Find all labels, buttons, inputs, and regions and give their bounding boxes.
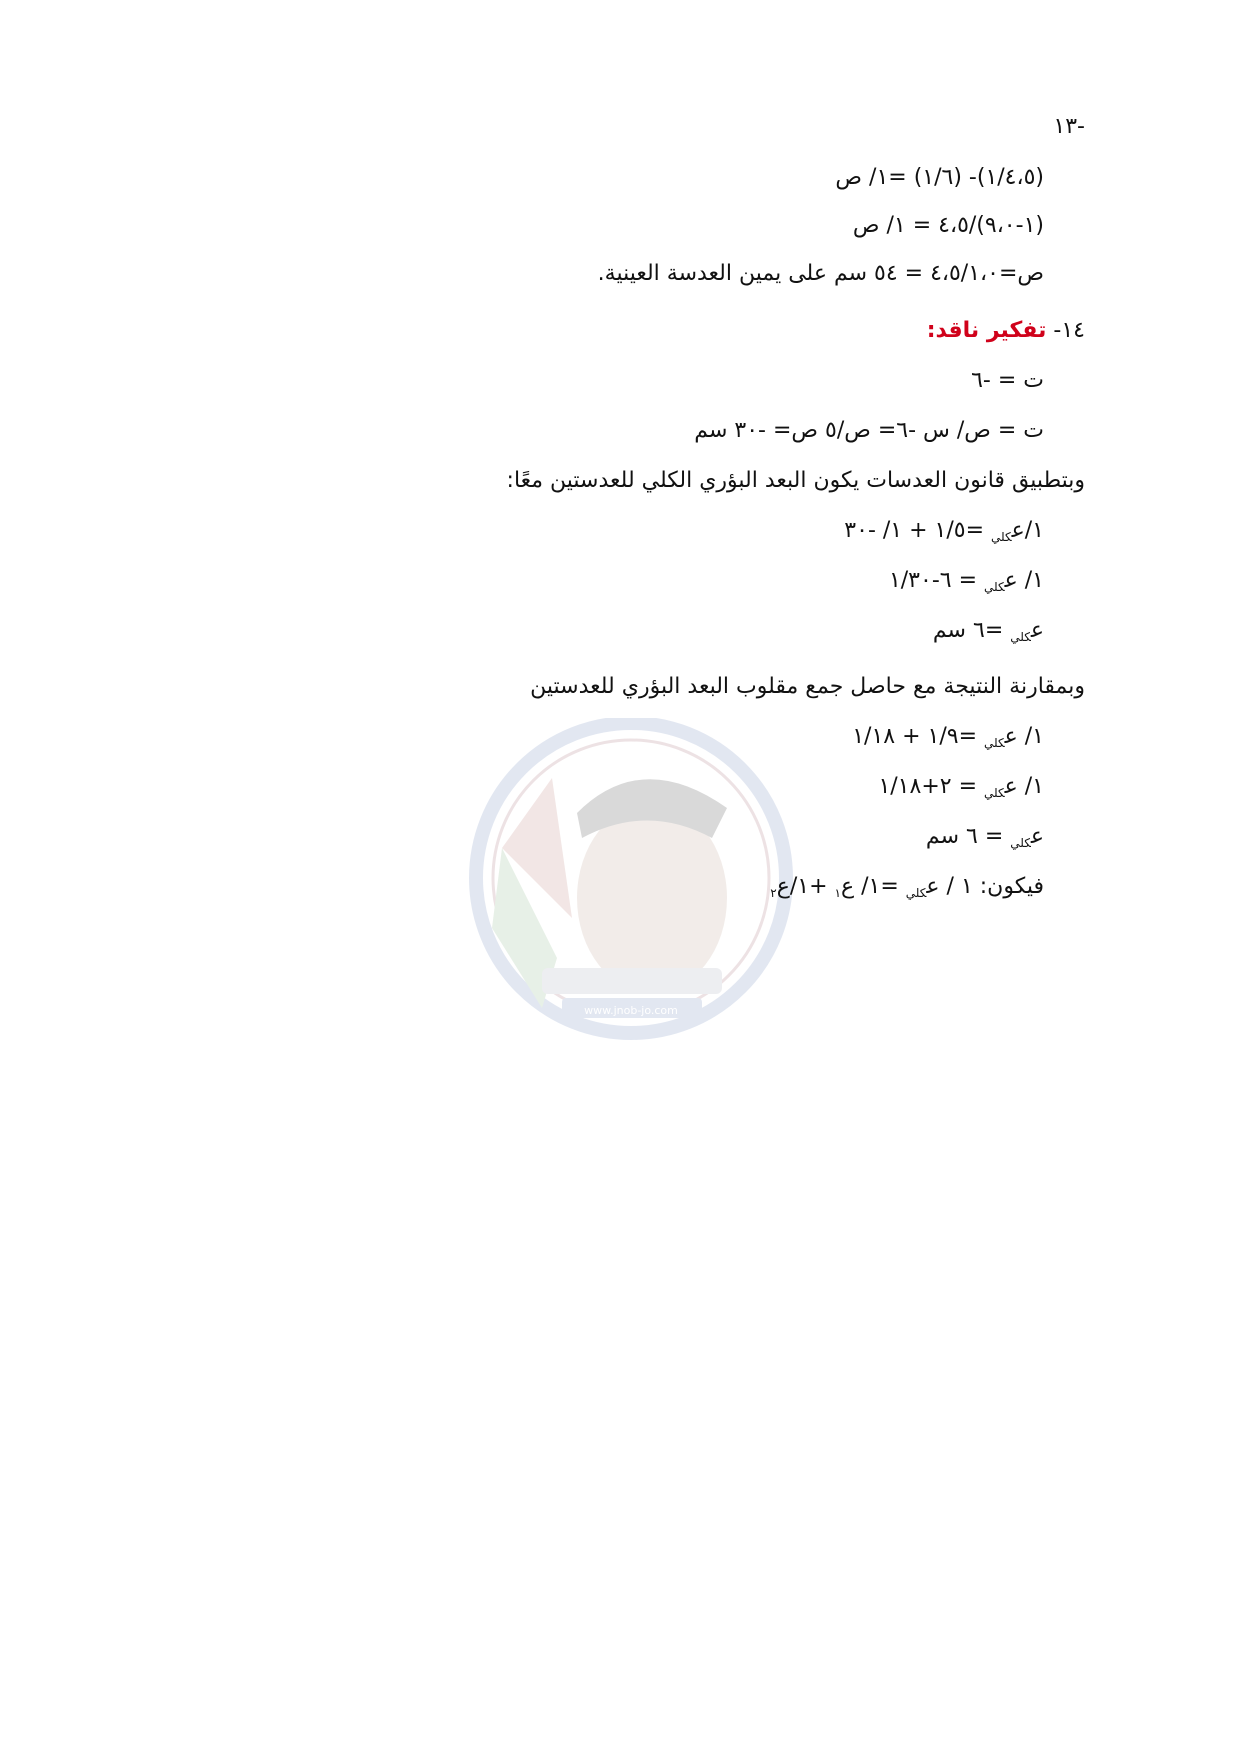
q14-equation-4 <box>852 722 1044 758</box>
final-mid: =١/ ع <box>840 874 906 899</box>
final-mid-2: +١/ع <box>776 874 835 899</box>
final-subscript-total: كلي <box>905 886 927 900</box>
q13-result: ص=٤،٥/١،٠ = ٥٤ سم على يمين العدسة العينية. <box>597 261 1044 286</box>
q14-magnification: ت = -٦ <box>971 368 1044 393</box>
q13-equation-2: (١-٩،٠)/٤،٥ = ١/ ص <box>852 213 1044 238</box>
eq3-subscript: كلي <box>1010 630 1031 644</box>
question-13-number: ١٣- <box>1053 114 1085 139</box>
eq6-post: = ٦ سم <box>925 824 1011 849</box>
eq1-subscript: كلي <box>991 530 1012 544</box>
q13-equation-1: (١/٤،٥)- (١/٦) =١/ ص <box>835 165 1044 190</box>
q14-equation-3 <box>933 616 1044 652</box>
q14-equation-5 <box>878 772 1044 808</box>
eq6-subscript: كلي <box>1010 836 1031 850</box>
eq1-post: =١/٥ + ١/ -٣٠ <box>844 518 992 543</box>
q14-equation-1 <box>844 516 1044 552</box>
eq2-subscript: كلي <box>984 580 1005 594</box>
eq5-subscript: كلي <box>984 786 1005 800</box>
emblem-watermark <box>462 718 800 1056</box>
question-14-title: تفكير ناقد: <box>926 318 1047 343</box>
eq2-post: = ٦-١/٣٠ <box>888 568 985 593</box>
q14-final-relation <box>770 872 1044 908</box>
eq3-pre: ع <box>1030 618 1044 643</box>
eq4-pre: ١/ ع <box>1004 724 1044 749</box>
q14-lens-law-intro: وبتطبيق قانون العدسات يكون البعد البؤري الكلي للعدستين معًا: <box>506 468 1085 493</box>
q14-image-distance: ت = ص/ س -٦= ص/٥ ص= -٣٠ سم <box>694 418 1044 443</box>
eq3-post: =٦ سم <box>932 618 1011 643</box>
q14-comparison-intro: وبمقارنة النتيجة مع حاصل جمع مقلوب البعد البؤري للعدستين <box>530 674 1085 699</box>
eq6-pre: ع <box>1030 824 1044 849</box>
eq5-pre: ١/ ع <box>1004 774 1044 799</box>
question-14-heading <box>927 316 1085 346</box>
eq5-post: = ٢+١/١٨ <box>878 774 985 799</box>
eq2-pre: ١/ ع <box>1004 568 1044 593</box>
eq4-post: =١/٩ + ١/١٨ <box>852 724 985 749</box>
q14-equation-6 <box>926 822 1044 858</box>
q14-equation-2 <box>889 566 1044 602</box>
question-14-number: ١٤- <box>1053 318 1085 343</box>
watermark-url: www.jnob-jo.com <box>584 1004 678 1017</box>
final-subscript-2: ٢ <box>770 886 777 900</box>
eq1-pre: ١/ع <box>1011 518 1044 543</box>
final-subscript-1: ١ <box>834 886 841 900</box>
final-pre: فيكون: ١ / ع <box>926 874 1044 899</box>
eq4-subscript: كلي <box>984 736 1005 750</box>
